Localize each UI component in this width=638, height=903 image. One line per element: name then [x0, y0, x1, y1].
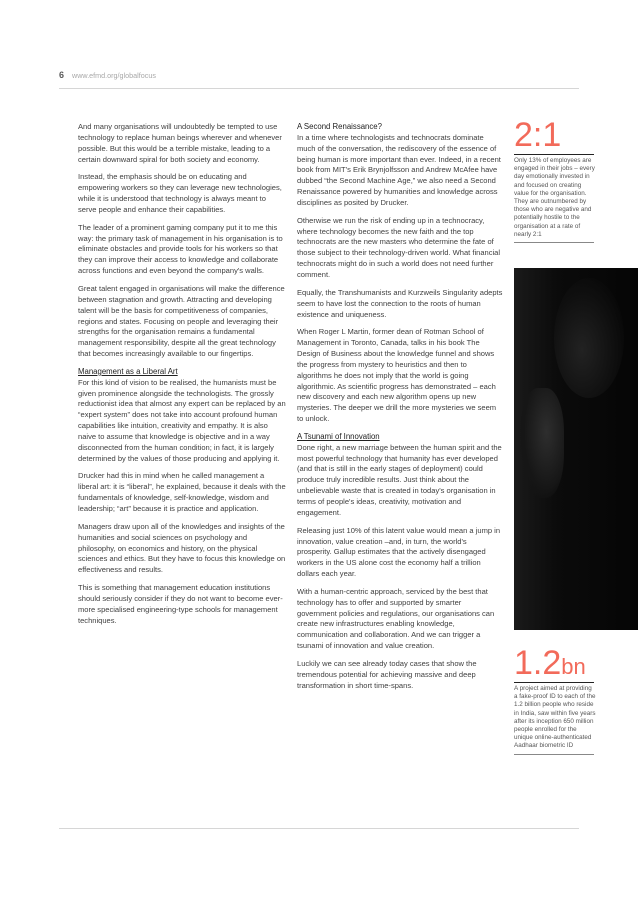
body-paragraph: Otherwise we run the risk of ending up in a technocracy, where technology becomes the new faith and the top technocrats are the new masters who determine the fate of those subject to their technology-driven world. What financial technocrats might do in such a world does not need further comment. — [297, 215, 501, 279]
body-paragraph: In a time where technologists and technocrats dominate much of the conversation, the rediscovery of the essence of being human is more important than ever. Indeed, in a recent book from MIT's Erik Brynjolfsson and Andrew McAfee have dubbed “the Second Machine Age,” we also need a Second Renaissance powered by humanities and knowledge across disciplines as posited by Drucker. — [297, 132, 501, 207]
header-url[interactable]: www.efmd.org/globalfocus — [72, 71, 156, 80]
body-paragraph: Equally, the Transhumanists and Kurzweils Singularity adepts seem to have lost the connection to the roots of human existence and uniqueness. — [297, 287, 503, 319]
photo-head-shape — [554, 278, 624, 398]
body-paragraph: Drucker had this in mind when he called management a liberal art: it is “liberal”, he explained, because it deals with the fundamentals of knowledge, self-knowledge, wisdom and leadership; “art” because it is practice and application. — [78, 471, 286, 513]
stat-ratio-description: Only 13% of employees are engaged in their jobs – every day emotionally invested in and focused on creating value for the organisation. They are outnumbered by those who are negative and potentially hostile to the organisation at a rate of nearly 2:1 — [514, 157, 595, 238]
stat-ratio-bottom-rule — [514, 242, 594, 243]
body-paragraph: When Roger L Martin, former dean of Rotman School of Management in Toronto, Canada, talks in his book The Design of Business about the knowledge funnel and shows the progress from mystery to heuristics and then to algorithms he does not imply that the world is going algorithmic. As scientific progress has demonstrated – each new discovery and each new algorithm opens up new mysteries. The deeper we drill the more mysteries we seem to unlock. — [297, 327, 497, 424]
section-heading: A Second Renaissance? — [297, 122, 382, 131]
left-column — [78, 122, 286, 633]
section-heading: A Tsunami of Innovation — [297, 431, 380, 441]
body-paragraph: With a human-centric approach, serviced by the best that technology has to offer and supported by smarter government policies and regulations, our organisations can create new infrastructures enabling knowledge, communication and collaboration. And we can trigger a tsunami of innovation and value creation. — [297, 586, 495, 651]
page-number: 6 — [59, 70, 65, 80]
body-paragraph: And many organisations will undoubtedly be tempted to use technology to replace human beings wherever and whenever possible. But this would be a terrible mistake, leading to a certain downward spiral for both society and economy. — [78, 122, 282, 164]
photo-hand-shape — [520, 388, 564, 498]
page-header — [59, 70, 156, 80]
stat-ratio-value: 2:1 — [514, 116, 562, 154]
stat-billion-value: 1.2bn — [514, 644, 586, 682]
middle-column — [297, 122, 503, 699]
stat-billion-description: A project aimed at providing a fake-proof ID to each of the 1.2 billion people who reside in India, saw within five years after its inception 650 million people enrolled for the unique online-authenticated Aadhaar biometric ID — [514, 685, 596, 750]
body-paragraph: Releasing just 10% of this latent value would mean a jump in innovation, value creation –and, in turn, the world's prosperity. Gallup estimates that the actively disengaged workers in the US alone cost the economy half a trillion dollars each year. — [297, 525, 501, 579]
body-paragraph: Luckily we can see already today cases that show the tremendous potential for achieving massive and deep transformation in short time-spans. — [297, 658, 477, 690]
stat-ratio — [514, 118, 596, 243]
body-paragraph: Instead, the emphasis should be on educating and empowering workers so they can leverage new technologies, while it is understood that technology is always meant to serve people and enhance their capabilities. — [78, 172, 282, 214]
footer-divider — [59, 828, 579, 829]
header-divider — [59, 88, 579, 89]
body-paragraph: This is something that management education institutions should seriously consider if they do not want to become ever-more specialised engineering-type schools for management techniques. — [78, 583, 283, 625]
body-paragraph: Done right, a new marriage between the human spirit and the most powerful technology that humanity has ever developed (and that is still in the early stages of deployment) could produce truly incredible results. Just think about the unbelievable waste that is created in today's organisation in terms of people's ideas, creativity, motivation and engagement. — [297, 442, 502, 517]
body-paragraph: For this kind of vision to be realised, the humanists must be given prominence alongside the technologists. The grossly reductionist idea that almost any expert can be replaced by an “expert system” does not take into account profound human capabilities like intuition, creativity and empathy. It is also naive to assume that knowledge is objective and in a way disconnected from the human condition; in fact, it is largely determined by the values of those producing and applying it. — [78, 377, 286, 463]
body-paragraph: Managers draw upon all of the knowledges and insights of the humanities and social sciences on psychology and philosophy, on economics and history, on the physical sciences and ethics. But they have to focus this knowledge on effectiveness and results. — [78, 521, 286, 575]
stat-ratio-rule — [514, 154, 594, 155]
body-paragraph: The leader of a prominent gaming company put it to me this way: the primary task of management in his organisation is to eliminate obstacles and provide tools for his workers so that they can improve their access to knowledge and collaborate across functions and even beyond the company's walls. — [78, 222, 283, 276]
stat-billion-rule — [514, 682, 594, 683]
stat-billion — [514, 646, 596, 755]
section-heading: Management as a Liberal Art — [78, 366, 178, 376]
body-paragraph: Great talent engaged in organisations will make the difference between stagnation and growth. Attracting and developing talent will be the basis for competitiveness of companies, regions and states. Focusing on people and leveraging their strengths for the organisation remains a fundamental management responsibility, despite all the great technology that becomes increasingly available to our fingertips. — [78, 283, 285, 359]
stat-billion-bottom-rule — [514, 754, 594, 755]
person-thinking-photo — [514, 268, 638, 630]
